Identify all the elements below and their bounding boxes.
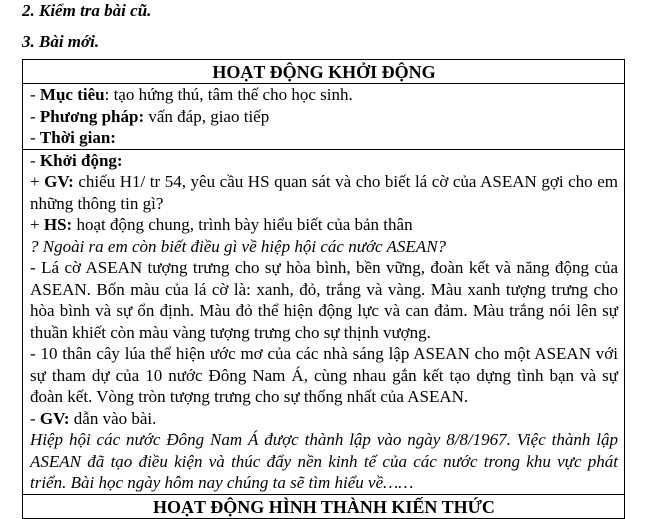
warmup-label-line: - Khởi động: [30,150,123,170]
objective-line: - Mục tiêu: tạo hứng thú, tâm thế cho học sinh. [30,85,353,104]
gv-text: chiếu H1/ tr 54, yêu cầu HS quan sát và cho biết lá cờ của ASEAN gợi cho em những thông tin gì? [30,172,618,213]
method-line: - Phương pháp: vấn đáp, giao tiếp [30,106,270,126]
hs-label: HS: [43,215,73,234]
warmup-content-cell [23,149,625,494]
objective-label: Mục tiêu [39,85,105,104]
rice-paragraph: - 10 thân cây lúa thể hiện ước mơ của các nhà sáng lập ASEAN cho một ASEAN với sự tham dự của 10 nước Đông Nam Á, cùng nhau gắn kết tạo dựng tình bạn và sự đoàn kết. Vòng tròn tượng trưng cho sự thống nhất của ASEAN. [30,344,618,406]
activity-title-row [23,60,625,84]
activity-objectives-cell [23,84,625,150]
lesson-table [22,59,625,519]
time-line: - Thời gian: [30,128,116,147]
objective-text: : tạo hứng thú, tâm thế cho học sinh. [104,85,353,104]
hs-text: hoạt động chung, trình bày hiểu biết của bản thân [72,215,413,234]
flag-paragraph: - Lá cờ ASEAN tượng trưng cho sự hòa bình, bền vững, đoàn kết và năng động của ASEAN. Bốn màu của lá cờ là: xanh, đỏ, trắng và vàng. Màu xanh tượng trưng cho hòa bình và sự ổn định. Màu đỏ thể hiện động lực và can đảm. Màu trắng nói lên sự thuần khiết còn màu vàng tượng trưng cho sự thịnh vượng. [30,258,618,342]
intro-paragraph: Hiệp hội các nước Đông Nam Á được thành lập vào ngày 8/8/1967. Việc thành lập ASEAN đã tạo điều kiện và thúc đẩy nền kinh tế của các nước trong khu vực phát triển. Bài học ngày hôm nay chúng ta sẽ tìm hiểu về…… [30,430,618,492]
activity-title-knowledge: HOẠT ĐỘNG HÌNH THÀNH KIẾN THỨC [23,494,625,518]
activity2-title-row [23,494,625,518]
gv-intro-text: dẫn vào bài. [69,408,157,428]
warmup-content-row [23,149,625,494]
method-text: vấn đáp, giao tiếp [144,106,270,126]
method-label: Phương pháp: [39,106,145,126]
activity-objectives-row [23,84,625,150]
hs-line: + HS: hoạt động chung, trình bày hiểu biết của bản thân [30,215,413,234]
warmup-label: Khởi động: [39,150,123,170]
gv-line: + GV: chiếu H1/ tr 54, yêu cầu HS quan sát và cho biết lá cờ của ASEAN gợi cho em những thông tin gì? [30,172,618,213]
question-line: ? Ngoài ra em còn biết điều gì về hiệp hội các nước ASEAN? [30,236,447,256]
gv-label: GV: [44,172,74,191]
activity-title-warmup: HOẠT ĐỘNG KHỞI ĐỘNG [23,60,625,84]
gv-intro-label: GV: [39,408,70,428]
section-heading-review: 2. Kiểm tra bài cũ. [22,1,152,20]
gv-intro-line: - GV: dẫn vào bài. [30,408,157,428]
time-label: Thời gian: [39,128,116,147]
section-heading-new-lesson: 3. Bài mới. [22,32,100,51]
